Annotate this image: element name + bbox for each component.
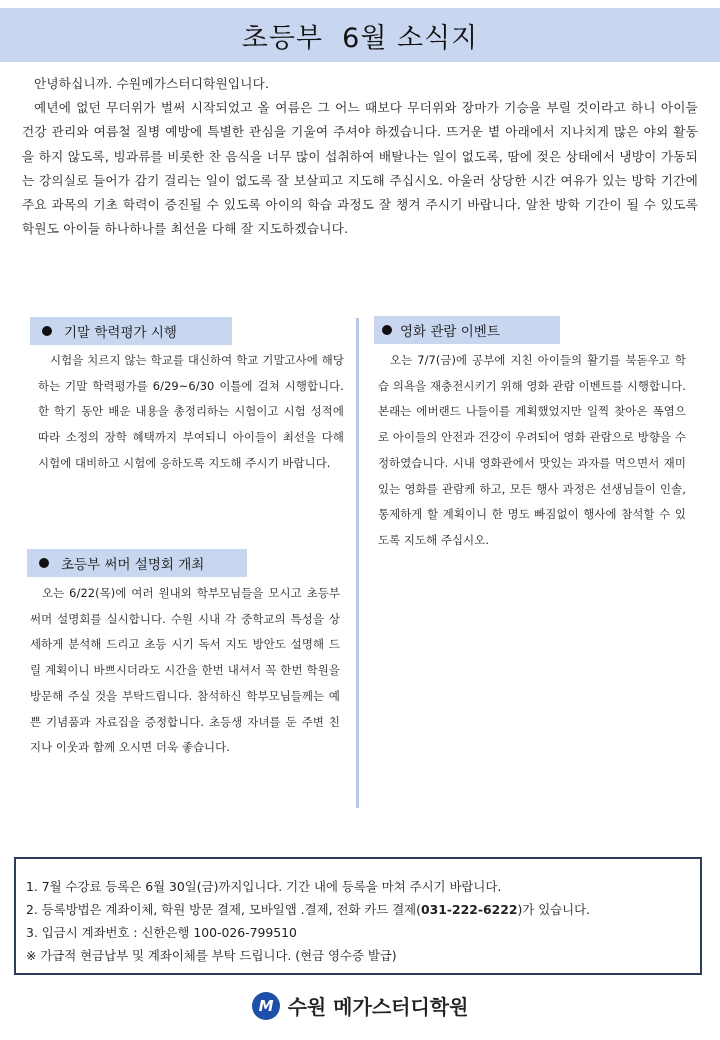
- bullet-dot-icon: [382, 325, 392, 335]
- section-body-movie-event: [378, 348, 686, 554]
- section-paragraph: 시험을 치르지 않는 학교를 대신하여 학교 기말고사에 해당하는 기말 학력평가를 6/29~6/30 이틀에 걸쳐 시행합니다. 한 학기 동안 배운 내용을 총정리하는 시험이고 시험 성적에 따라 소정의 장학 혜택까지 부여되니 아이들이 최선을 다해 시험에 대비하고 시험에 응하도록 지도해 주시기 바랍니다.: [38, 353, 344, 470]
- bullet-dot-icon: [39, 558, 49, 568]
- section-body-summer-briefing: [30, 581, 340, 761]
- phone-number: 031-222-6222: [420, 902, 518, 917]
- section-paragraph: 오는 6/22(목)에 여러 원내외 학부모님들을 모시고 초등부 써머 설명회를 실시합니다. 수원 시내 각 중학교의 특성을 상세하게 분석해 드리고 초등 시기 독서 지도 방안도 설명해 드릴 계획이니 바쁘시더라도 시간을 한번 내셔서 꼭 한번 학원을 방문해 주실 것을 부탁드립니다. 참석하신 학부모님들께는 예쁜 기념품과 자료집을 증정합니다. 초등생 자녀를 둔 주변 친지나 이웃과 함께 오시면 더욱 좋습니다.: [30, 586, 340, 755]
- section-heading-final-exam: [30, 317, 232, 345]
- section-heading-movie-event: [374, 316, 560, 344]
- registration-notice-box: [14, 857, 702, 975]
- notice-line-2-suffix: )가 있습니다.: [517, 902, 591, 917]
- section-paragraph: 오는 7/7(금)에 공부에 지친 아이들의 활기를 북돋우고 학습 의욕을 재충전시키기 위해 영화 관람 이벤트를 시행합니다. 본래는 에버랜드 나들이를 계획했었지만 일찍 찾아온 폭염으로 아이들의 안전과 건강이 우려되어 영화 관람으로 방향을 수정하였습니다. 시내 영화관에서 맛있는 과자를 먹으면서 재미있는 영화를 관람케 하고, 모든 행사 과정은 선생님들이 인솔, 통제하게 할 계획이니 한 명도 빠짐없이 행사에 참석할 수 있도록 지도해 주십시오.: [378, 353, 686, 547]
- academy-name: 수원 메가스터디학원: [287, 995, 469, 1019]
- intro-greeting: 안녕하십니까. 수원메가스터디학원입니다.: [34, 76, 270, 91]
- intro-letter: [22, 72, 698, 241]
- academy-logo: [0, 991, 720, 1020]
- section-heading-label: 초등부 써머 설명회 개최: [61, 557, 205, 573]
- notice-line-2: [26, 898, 700, 921]
- section-heading-label: 영화 관람 이벤트: [400, 324, 500, 340]
- intro-body: 예년에 없던 무더위가 벌써 시작되었고 올 여름은 그 어느 때보다 무더위와 장마가 기승을 부릴 것이라고 하니 아이들 건강 관리와 여름철 질병 예방에 특별한 관심을 기울여 주셔야 하겠습니다. 뜨거운 볕 아래에서 지나치게 많은 야외 활동을 하지 않도록, 빙과류를 비롯한 찬 음식을 너무 많이 섭취하여 배탈나는 일이 없도록, 땀에 젖은 상태에서 냉방이 가동되는 강의실로 들어가 감기 걸리는 일이 없도록 잘 보살피고 지도해 주십시오. 아울러 상당한 시간 여유가 있는 방학 기간에 주요 과목의 기초 학력이 증진될 수 있도록 아이의 학습 과정도 잘 챙겨 주시기 바랍니다. 알찬 방학 기간이 될 수 있도록 학원도 아이들 하나하나를 최선을 다해 잘 지도하겠습니다.: [22, 100, 698, 237]
- notice-line-1: 1. 7월 수강료 등록은 6월 30일(금)까지입니다. 기간 내에 등록을 마쳐 주시기 바랍니다.: [26, 879, 502, 894]
- bullet-dot-icon: [42, 326, 52, 336]
- notice-line-2-prefix: 2. 등록방법은 계좌이체, 학원 방문 결제, 모바일앱 .결제, 전화 카드 결제(: [26, 902, 421, 917]
- newsletter-title-bar: [0, 8, 720, 62]
- section-heading-label: 기말 학력평가 시행: [64, 325, 177, 341]
- section-heading-summer-briefing: [27, 549, 247, 577]
- logo-mark-letter: M: [258, 996, 273, 1015]
- newsletter-title: 초등부 6월 소식지: [241, 22, 479, 54]
- column-divider: [356, 318, 359, 808]
- notice-line-4: ※ 가급적 현금납부 및 계좌이체를 부탁 드립니다. (현금 영수증 발급): [26, 948, 397, 963]
- section-body-final-exam: [38, 348, 344, 477]
- megastudy-logo-icon: [252, 992, 280, 1020]
- notice-line-3: 3. 입금시 계좌번호 : 신한은행 100-026-799510: [26, 925, 297, 940]
